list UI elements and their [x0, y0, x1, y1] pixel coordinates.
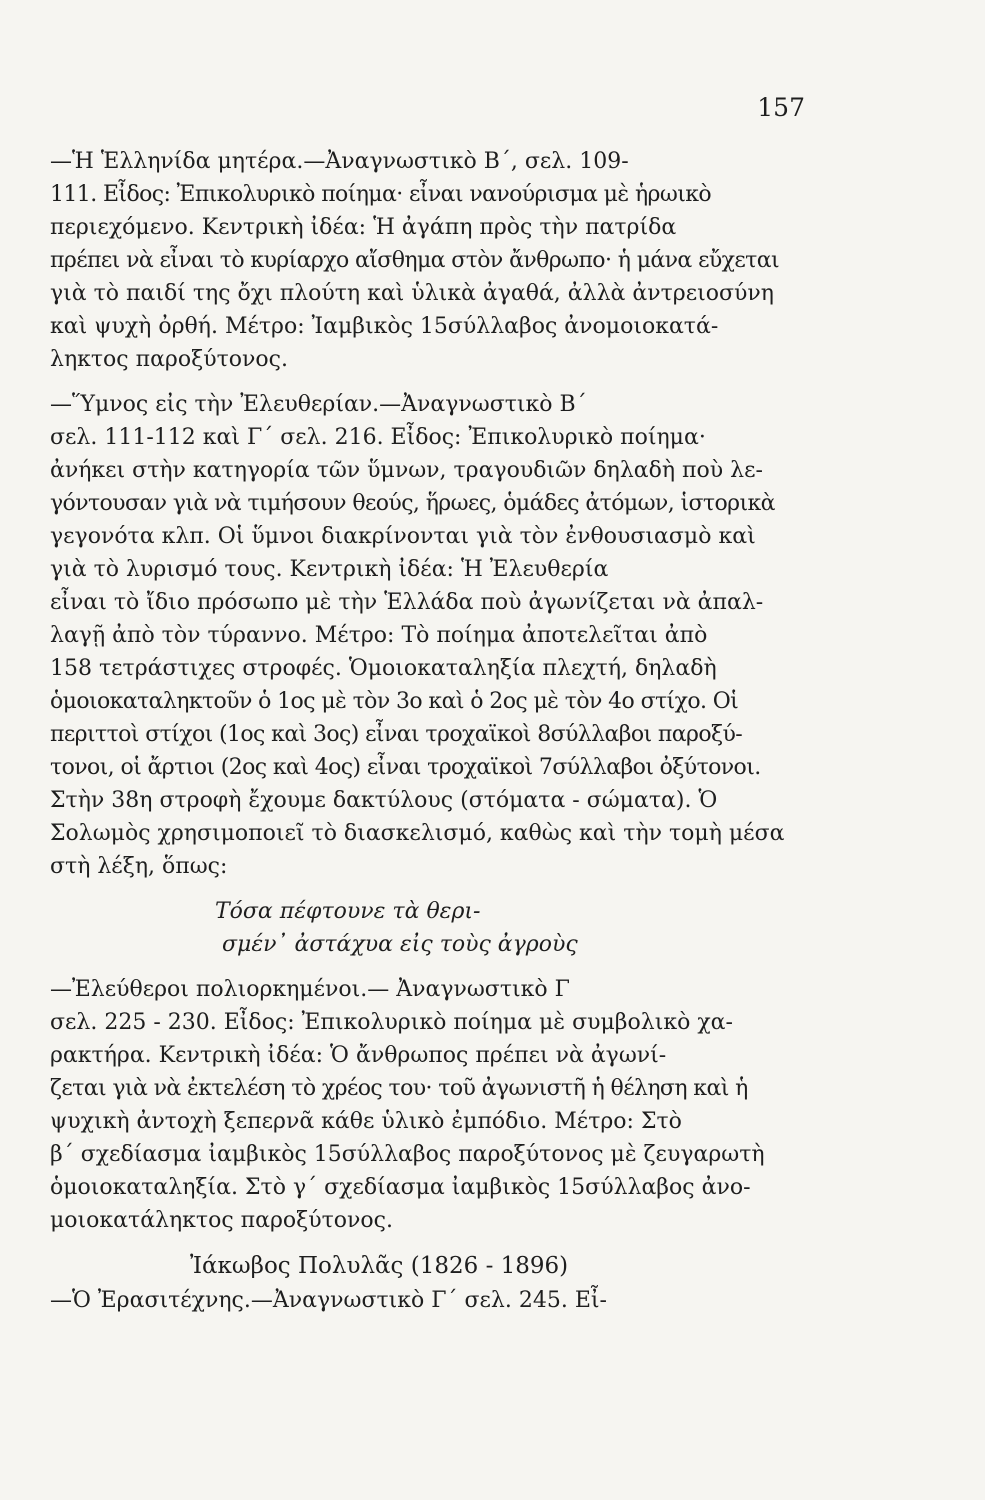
text-line: ὁμοιοκαταληκτοῦν ὁ 1ος μὲ τὸν 3ο καὶ ὁ 2ος μὲ τὸν 4ο στίχο. Οἱ: [50, 689, 739, 714]
text-line: ἀνήκει στὴν κατηγορία τῶν ὕμνων, τραγουδιῶν δηλαδὴ ποὺ λε-: [50, 458, 763, 483]
text-line: —Ἐλεύθεροι πολιορκημένοι.— Ἀναγνωστικὸ Γ: [50, 977, 570, 1002]
text-line: σελ. 111-112 καὶ Γ΄ σελ. 216. Εἶδος: Ἐπικολυρικὸ ποίημα·: [50, 425, 706, 450]
text-line: 158 τετράστιχες στροφές. Ὁμοιοκαταληξία πλεχτή, δηλαδὴ: [50, 656, 717, 681]
text-line: πρέπει νὰ εἶναι τὸ κυρίαρχο αἴσθημα στὸν ἄνθρωπο· ἡ μάνα εὔχεται: [50, 248, 780, 273]
verse-line: σμέν᾽ ἀστάχυα εἰς τοὺς ἀγροὺς: [222, 932, 578, 957]
text-line: β΄ σχεδίασμα ἰαμβικὸς 15σύλλαβος παροξύτονος μὲ ζευγαρωτὴ: [50, 1142, 765, 1167]
text-line: καὶ ψυχὴ ὀρθή. Μέτρο: Ἰαμβικὸς 15σύλλαβος ἀνομοιοκατά-: [50, 314, 719, 339]
page-number: 157: [757, 93, 805, 122]
text-line: εἶναι τὸ ἴδιο πρόσωπο μὲ τὴν Ἑλλάδα ποὺ ἀγωνίζεται νὰ ἀπαλ-: [50, 590, 764, 615]
text-line: 111. Εἶδος: Ἐπικολυρικὸ ποίημα· εἶναι νανούρισμα μὲ ἡρωικὸ: [50, 182, 712, 207]
text-line: —Ὁ Ἐρασιτέχνης.—Ἀναγνωστικὸ Γ΄ σελ. 245. Εἶ-: [50, 1288, 607, 1313]
text-line: λαγῇ ἀπὸ τὸν τύραννο. Μέτρο: Τὸ ποίημα ἀποτελεῖται ἀπὸ: [50, 623, 708, 648]
text-line: γόντουσαν γιὰ νὰ τιμήσουν θεούς, ἥρωες, ὁμάδες ἀτόμων, ἱστορικὰ: [50, 491, 775, 516]
text-line: περιεχόμενο. Κεντρικὴ ἰδέα: Ἡ ἀγάπη πρὸς τὴν πατρίδα: [50, 215, 677, 240]
text-line: περιττοὶ στίχοι (1ος καὶ 3ος) εἶναι τροχαϊκοὶ 8σύλλαβοι παροξύ-: [50, 722, 743, 747]
entry-eleftheroi-poliorkimenoi: [50, 973, 805, 1237]
entry-ymnos-eleftheria: [50, 388, 805, 883]
text-line: ψυχικὴ ἀντοχὴ ξεπερνᾶ κάθε ὑλικὸ ἐμπόδιο. Μέτρο: Στὸ: [50, 1109, 682, 1134]
text-line: —Ἡ Ἑλληνίδα μητέρα.—Ἀναγνωστικὸ Β΄, σελ. 109-: [50, 149, 629, 174]
text-line: γιὰ τὸ λυρισμό τους. Κεντρικὴ ἰδέα: Ἡ Ἐλευθερία: [50, 557, 609, 582]
text-line: Σολωμὸς χρησιμοποιεῖ τὸ διασκελισμό, καθὼς καὶ τὴν τομὴ μέσα: [50, 821, 785, 846]
text-line: σελ. 225 - 230. Εἶδος: Ἐπικολυρικὸ ποίημα μὲ συμβολικὸ χα-: [50, 1010, 733, 1035]
text-line: μοιοκατάληκτος παροξύτονος.: [50, 1208, 393, 1233]
page-body: [50, 145, 805, 1317]
text-line: ληκτος παροξύτονος.: [50, 347, 288, 372]
text-line: —Ὕμνος εἰς τὴν Ἐλευθερίαν.—Ἀναγνωστικὸ Β΄: [50, 392, 587, 417]
text-line: ρακτήρα. Κεντρικὴ ἰδέα: Ὁ ἄνθρωπος πρέπει νὰ ἀγωνί-: [50, 1043, 667, 1068]
verse-line: Τόσα πέφτουνε τὰ θερι-: [215, 899, 481, 924]
text-line: γεγονότα κλπ. Οἱ ὕμνοι διακρίνονται γιὰ τὸν ἐνθουσιασμὸ καὶ: [50, 524, 756, 549]
author-heading: Ἰάκωβος Πολυλᾶς (1826 - 1896): [190, 1253, 569, 1279]
verse-quote: [50, 895, 805, 961]
text-line: ζεται γιὰ νὰ ἐκτελέση τὸ χρέος του· τοῦ ἀγωνιστῆ ἡ θέληση καὶ ἡ: [50, 1076, 748, 1101]
entry-elliniida-mitera: [50, 145, 805, 376]
text-line: γιὰ τὸ παιδί της ὄχι πλούτη καὶ ὑλικὰ ἀγαθά, ἀλλὰ ἀντρειοσύνη: [50, 281, 774, 306]
text-line: τονοι, οἱ ἄρτιοι (2ος καὶ 4ος) εἶναι τροχαϊκοὶ 7σύλλαβοι ὀξύτονοι.: [50, 755, 761, 780]
text-line: ὁμοιοκαταληξία. Στὸ γ΄ σχεδίασμα ἰαμβικὸς 15σύλλαβος ἀνο-: [50, 1175, 751, 1200]
entry-erasitechnis: [50, 1284, 805, 1317]
text-line: στὴ λέξη, ὅπως:: [50, 854, 228, 879]
text-line: Στὴν 38η στροφὴ ἔχουμε δακτύλους (στόματα - σώματα). Ὁ: [50, 788, 718, 813]
